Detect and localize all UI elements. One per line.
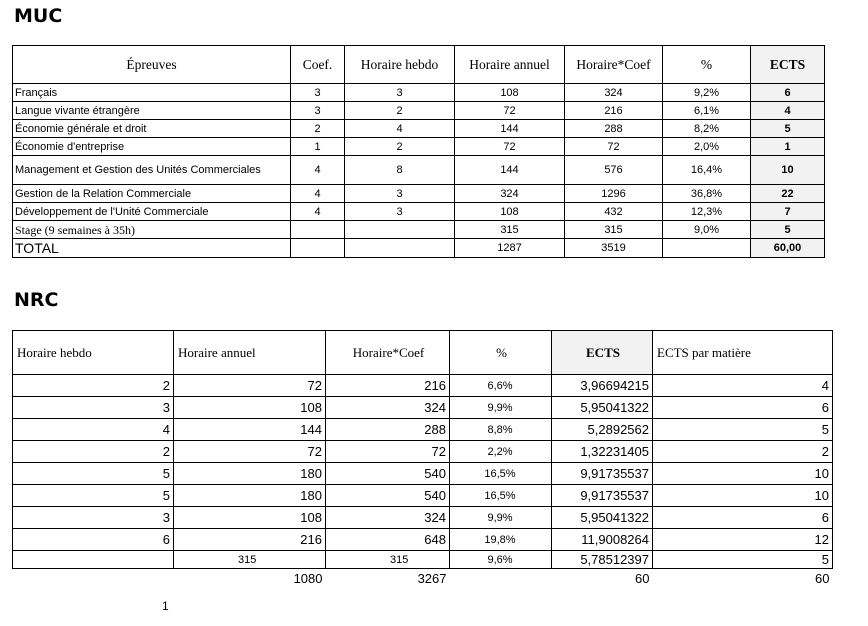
nrc-cell: 10 bbox=[653, 485, 833, 507]
muc-cell: 5 bbox=[751, 221, 825, 239]
muc-header-horaire-coef: Horaire*Coef bbox=[565, 46, 663, 84]
nrc-cell: 5 bbox=[13, 485, 174, 507]
nrc-row bbox=[13, 419, 833, 441]
muc-cell: 72 bbox=[455, 138, 565, 156]
muc-cell: 1 bbox=[291, 138, 345, 156]
muc-cell: 2 bbox=[345, 102, 455, 120]
nrc-cell: 9,91735537 bbox=[552, 463, 653, 485]
muc-cell: 22 bbox=[751, 185, 825, 203]
nrc-cell: 180 bbox=[174, 485, 326, 507]
nrc-header-percent: % bbox=[450, 331, 552, 375]
muc-cell: Management et Gestion des Unités Commerciales bbox=[13, 156, 291, 185]
muc-total-row bbox=[13, 239, 825, 258]
muc-cell: 315 bbox=[455, 221, 565, 239]
nrc-cell: 9,9% bbox=[450, 397, 552, 419]
nrc-cell: 5,95041322 bbox=[552, 507, 653, 529]
nrc-header-horaire-hebdo: Horaire hebdo bbox=[13, 331, 174, 375]
muc-header-horaire-hebdo: Horaire hebdo bbox=[345, 46, 455, 84]
muc-cell: 12,3% bbox=[663, 203, 751, 221]
muc-row bbox=[13, 120, 825, 138]
nrc-cell: 648 bbox=[326, 529, 450, 551]
nrc-cell: 5 bbox=[653, 419, 833, 441]
muc-cell: 144 bbox=[455, 120, 565, 138]
muc-cell: 60,00 bbox=[751, 239, 825, 258]
muc-cell: 4 bbox=[345, 120, 455, 138]
muc-cell: 3 bbox=[291, 102, 345, 120]
muc-cell: 324 bbox=[455, 185, 565, 203]
nrc-cell: 288 bbox=[326, 419, 450, 441]
nrc-total-cell bbox=[13, 569, 174, 588]
muc-cell: 4 bbox=[291, 203, 345, 221]
nrc-totals-row bbox=[13, 569, 833, 588]
muc-row bbox=[13, 102, 825, 120]
nrc-header-ects: ECTS bbox=[552, 331, 653, 375]
nrc-cell: 9,9% bbox=[450, 507, 552, 529]
nrc-cell: 6 bbox=[653, 397, 833, 419]
muc-cell: Langue vivante étrangère bbox=[13, 102, 291, 120]
muc-cell: 8 bbox=[345, 156, 455, 185]
nrc-cell: 3 bbox=[13, 507, 174, 529]
muc-cell: 108 bbox=[455, 84, 565, 102]
muc-table bbox=[12, 45, 825, 258]
muc-cell: 16,4% bbox=[663, 156, 751, 185]
nrc-cell: 315 bbox=[326, 551, 450, 569]
nrc-cell: 216 bbox=[326, 375, 450, 397]
muc-row bbox=[13, 221, 825, 239]
nrc-header-horaire-annuel: Horaire annuel bbox=[174, 331, 326, 375]
muc-cell: 36,8% bbox=[663, 185, 751, 203]
muc-cell: 3 bbox=[345, 203, 455, 221]
muc-title: MUC bbox=[14, 5, 63, 27]
nrc-total-cell bbox=[450, 569, 552, 588]
nrc-total-cell: 60 bbox=[815, 570, 830, 586]
nrc-row bbox=[13, 485, 833, 507]
muc-cell: TOTAL bbox=[13, 239, 291, 258]
muc-cell: 108 bbox=[455, 203, 565, 221]
nrc-cell: 5 bbox=[653, 551, 833, 569]
muc-cell: 3 bbox=[291, 84, 345, 102]
nrc-row bbox=[13, 375, 833, 397]
muc-cell: 6,1% bbox=[663, 102, 751, 120]
nrc-cell: 315 bbox=[174, 551, 326, 569]
nrc-row bbox=[13, 463, 833, 485]
muc-cell: 576 bbox=[565, 156, 663, 185]
nrc-cell: 5,95041322 bbox=[552, 397, 653, 419]
muc-cell: 2 bbox=[345, 138, 455, 156]
nrc-cell: 324 bbox=[326, 507, 450, 529]
muc-cell bbox=[345, 239, 455, 258]
nrc-header-row bbox=[13, 331, 833, 375]
muc-cell: 10 bbox=[751, 156, 825, 185]
muc-cell: 216 bbox=[565, 102, 663, 120]
muc-cell: 7 bbox=[751, 203, 825, 221]
nrc-cell: 10 bbox=[653, 463, 833, 485]
nrc-cell: 2,2% bbox=[450, 441, 552, 463]
nrc-cell: 180 bbox=[174, 463, 326, 485]
muc-row bbox=[13, 138, 825, 156]
nrc-cell: 11,9008264 bbox=[552, 529, 653, 551]
nrc-cell: 3,96694215 bbox=[552, 375, 653, 397]
muc-cell: 4 bbox=[751, 102, 825, 120]
muc-cell: Français bbox=[13, 84, 291, 102]
muc-cell: 3519 bbox=[565, 239, 663, 258]
muc-cell bbox=[663, 239, 751, 258]
nrc-cell: 6,6% bbox=[450, 375, 552, 397]
nrc-cell: 2 bbox=[13, 375, 174, 397]
nrc-cell: 5,2892562 bbox=[552, 419, 653, 441]
nrc-cell: 72 bbox=[174, 441, 326, 463]
muc-header-ects: ECTS bbox=[751, 46, 825, 84]
nrc-cell: 3 bbox=[13, 397, 174, 419]
muc-cell: 4 bbox=[291, 156, 345, 185]
nrc-cell: 12 bbox=[653, 529, 833, 551]
nrc-cell: 72 bbox=[174, 375, 326, 397]
nrc-cell: 144 bbox=[174, 419, 326, 441]
nrc-row bbox=[13, 551, 833, 569]
muc-cell: 315 bbox=[565, 221, 663, 239]
nrc-cell: 540 bbox=[326, 463, 450, 485]
nrc-row bbox=[13, 529, 833, 551]
muc-cell: 4 bbox=[291, 185, 345, 203]
muc-cell: Gestion de la Relation Commerciale bbox=[13, 185, 291, 203]
muc-cell: 324 bbox=[565, 84, 663, 102]
muc-cell: 9,0% bbox=[663, 221, 751, 239]
nrc-total-cell: 1080 bbox=[293, 570, 323, 586]
nrc-cell: 5,78512397 bbox=[552, 551, 653, 569]
nrc-cell bbox=[13, 551, 174, 569]
muc-cell: 1 bbox=[751, 138, 825, 156]
muc-cell bbox=[291, 221, 345, 239]
muc-cell: 6 bbox=[751, 84, 825, 102]
muc-cell: 1287 bbox=[455, 239, 565, 258]
muc-cell: 72 bbox=[565, 138, 663, 156]
muc-row bbox=[13, 185, 825, 203]
nrc-cell: 4 bbox=[13, 419, 174, 441]
muc-cell: 8,2% bbox=[663, 120, 751, 138]
nrc-row bbox=[13, 507, 833, 529]
muc-header-coef: Coef. bbox=[291, 46, 345, 84]
muc-cell: Économie d'entreprise bbox=[13, 138, 291, 156]
nrc-cell: 9,6% bbox=[450, 551, 552, 569]
muc-cell: Économie générale et droit bbox=[13, 120, 291, 138]
nrc-cell: 6 bbox=[653, 507, 833, 529]
muc-cell: 2,0% bbox=[663, 138, 751, 156]
nrc-cell: 216 bbox=[174, 529, 326, 551]
nrc-title: NRC bbox=[14, 289, 59, 311]
nrc-total-cell: 3267 bbox=[417, 570, 447, 586]
muc-header-horaire-annuel: Horaire annuel bbox=[455, 46, 565, 84]
nrc-cell: 2 bbox=[653, 441, 833, 463]
muc-cell: 2 bbox=[291, 120, 345, 138]
nrc-cell: 108 bbox=[174, 507, 326, 529]
nrc-cell: 1,32231405 bbox=[552, 441, 653, 463]
muc-cell: Stage (9 semaines à 35h) bbox=[13, 221, 291, 239]
nrc-footnote: 1 bbox=[162, 599, 169, 613]
muc-cell: 288 bbox=[565, 120, 663, 138]
nrc-cell: 540 bbox=[326, 485, 450, 507]
nrc-total-cell: 60 bbox=[635, 570, 650, 586]
muc-row bbox=[13, 84, 825, 102]
muc-cell: 5 bbox=[751, 120, 825, 138]
muc-cell: 1296 bbox=[565, 185, 663, 203]
nrc-cell: 4 bbox=[653, 375, 833, 397]
nrc-cell: 108 bbox=[174, 397, 326, 419]
muc-cell: 432 bbox=[565, 203, 663, 221]
nrc-cell: 9,91735537 bbox=[552, 485, 653, 507]
muc-cell bbox=[345, 221, 455, 239]
muc-cell: 3 bbox=[345, 84, 455, 102]
nrc-cell: 19,8% bbox=[450, 529, 552, 551]
muc-cell: Développement de l'Unité Commerciale bbox=[13, 203, 291, 221]
nrc-row bbox=[13, 441, 833, 463]
muc-header-row bbox=[13, 46, 825, 84]
muc-header-percent: % bbox=[663, 46, 751, 84]
nrc-header-ects-par-matiere: ECTS par matière bbox=[653, 331, 833, 375]
nrc-header-horaire-coef: Horaire*Coef bbox=[326, 331, 450, 375]
nrc-cell: 6 bbox=[13, 529, 174, 551]
nrc-cell: 8,8% bbox=[450, 419, 552, 441]
muc-header-epreuves: Épreuves bbox=[13, 46, 291, 84]
nrc-cell: 16,5% bbox=[450, 485, 552, 507]
nrc-cell: 324 bbox=[326, 397, 450, 419]
nrc-cell: 72 bbox=[326, 441, 450, 463]
nrc-table bbox=[12, 330, 833, 587]
nrc-cell: 5 bbox=[13, 463, 174, 485]
muc-cell: 9,2% bbox=[663, 84, 751, 102]
muc-cell: 144 bbox=[455, 156, 565, 185]
muc-cell: 3 bbox=[345, 185, 455, 203]
nrc-cell: 16,5% bbox=[450, 463, 552, 485]
nrc-row bbox=[13, 397, 833, 419]
muc-row bbox=[13, 203, 825, 221]
muc-row bbox=[13, 156, 825, 185]
muc-cell: 72 bbox=[455, 102, 565, 120]
nrc-cell: 2 bbox=[13, 441, 174, 463]
muc-cell bbox=[291, 239, 345, 258]
